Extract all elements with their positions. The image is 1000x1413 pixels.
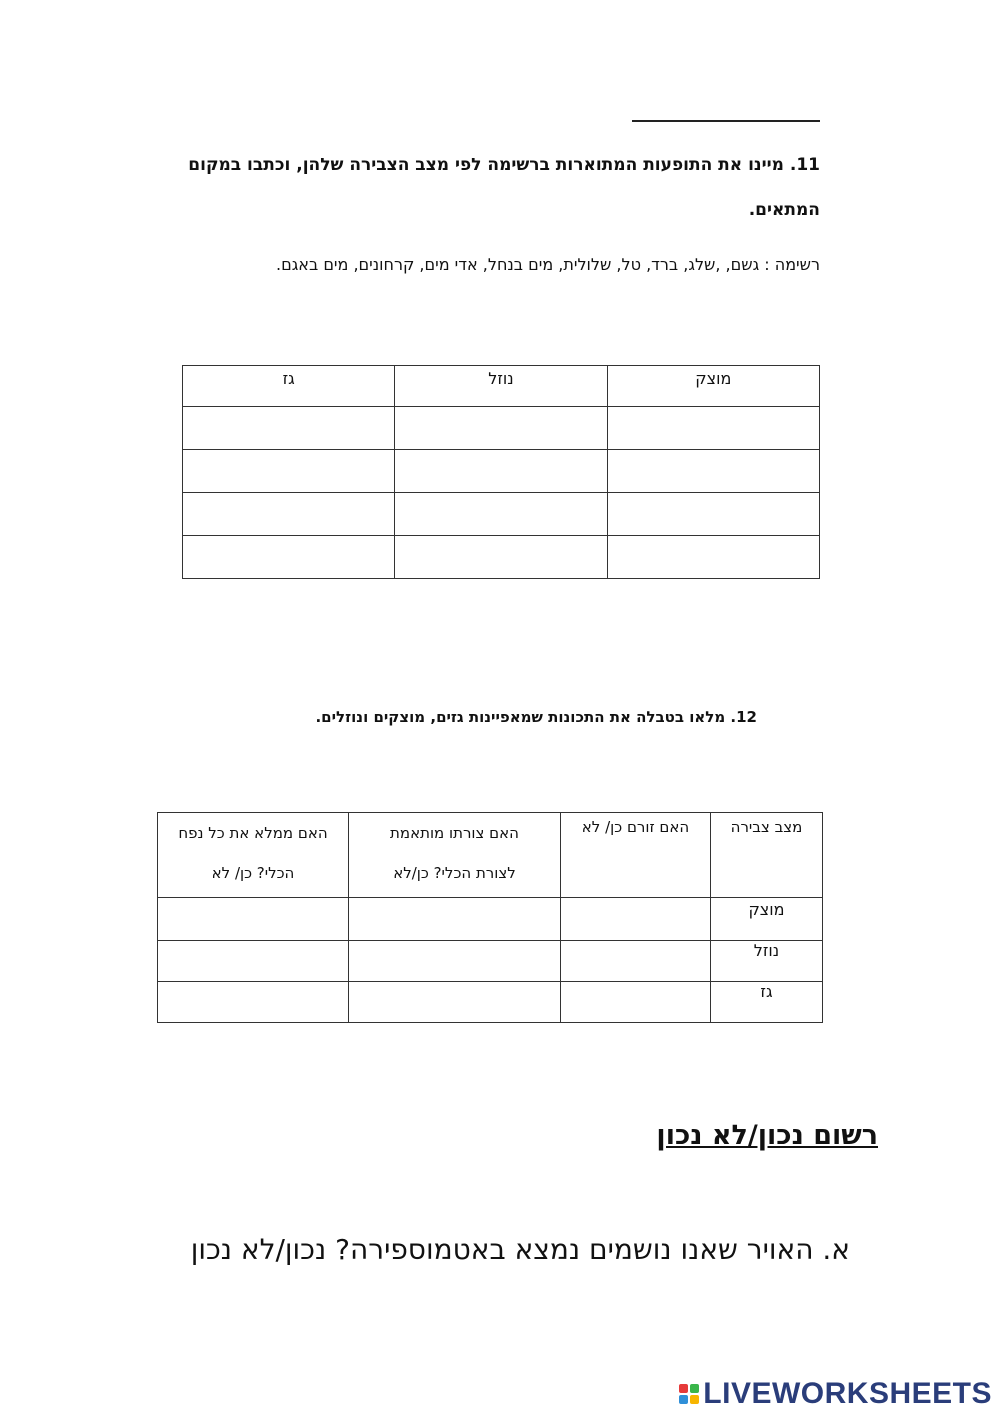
brand-logo-icon: [679, 1384, 699, 1404]
answer-cell[interactable]: [158, 982, 349, 1023]
answer-cell[interactable]: [561, 898, 711, 941]
table-row: [183, 407, 820, 450]
answer-cell[interactable]: [607, 493, 819, 536]
answer-cell[interactable]: [607, 536, 819, 579]
answer-cell[interactable]: [607, 450, 819, 493]
state-liquid: נוזל: [711, 941, 823, 982]
answer-line[interactable]: [632, 120, 820, 122]
liveworksheets-logo: [679, 1377, 992, 1411]
true-false-statement: א. האויר שאנו נושמים נמצא באטמוספירה? נכון/לא נכון: [190, 1233, 850, 1266]
table-row: [158, 982, 823, 1023]
answer-cell[interactable]: [158, 941, 349, 982]
header-flows: האם זורם כן/ לא: [561, 813, 711, 898]
answer-cell[interactable]: [183, 407, 395, 450]
header-gas: גז: [183, 366, 395, 407]
answer-cell[interactable]: [395, 407, 607, 450]
question-12-text: 12. מלאו בטבלה את התכונות שמאפיינות גזים, מוצקים ונוזלים.: [315, 708, 757, 726]
answer-cell[interactable]: [349, 898, 561, 941]
table-row: [183, 536, 820, 579]
answer-cell[interactable]: [561, 982, 711, 1023]
table-row: [183, 450, 820, 493]
answer-cell[interactable]: [183, 450, 395, 493]
state-gas: גז: [711, 982, 823, 1023]
answer-cell[interactable]: [395, 450, 607, 493]
question-11-text: 11. מיינו את התופעות המתוארות ברשימה לפי מצב הצבירה שלהן, וכתבו במקום: [188, 155, 820, 175]
section-heading: רשום נכון/לא נכון: [656, 1120, 878, 1151]
header-solid: מוצק: [607, 366, 819, 407]
answer-cell[interactable]: [395, 493, 607, 536]
header-liquid: נוזל: [395, 366, 607, 407]
answer-cell[interactable]: [349, 982, 561, 1023]
header-shape: האם צורתו מותאמת לצורת הכלי? כן/לא: [349, 813, 561, 898]
answer-cell[interactable]: [395, 536, 607, 579]
answer-cell[interactable]: [183, 536, 395, 579]
answer-cell[interactable]: [561, 941, 711, 982]
table-row: [183, 493, 820, 536]
question-11-text-cont: המתאים.: [748, 200, 820, 220]
table-row: [158, 898, 823, 941]
answer-cell[interactable]: [607, 407, 819, 450]
header-volume: האם ממלא את כל נפח הכלי? כן/ לא: [158, 813, 349, 898]
phenomena-list: רשימה : גשם, ,שלג, ברד, טל, שלולית, מים בנחל, אדי מים, קרחונים, מים באגם.: [275, 255, 820, 274]
states-sort-table: [182, 365, 820, 579]
table-header-row: [158, 813, 823, 898]
brand-name: LIVEWORKSHEETS: [703, 1377, 992, 1410]
state-solid: מוצק: [711, 898, 823, 941]
properties-table: [157, 812, 823, 1023]
answer-cell[interactable]: [349, 941, 561, 982]
table-header-row: [183, 366, 820, 407]
answer-cell[interactable]: [183, 493, 395, 536]
table-row: [158, 941, 823, 982]
answer-cell[interactable]: [158, 898, 349, 941]
header-state: מצב צבירה: [711, 813, 823, 898]
